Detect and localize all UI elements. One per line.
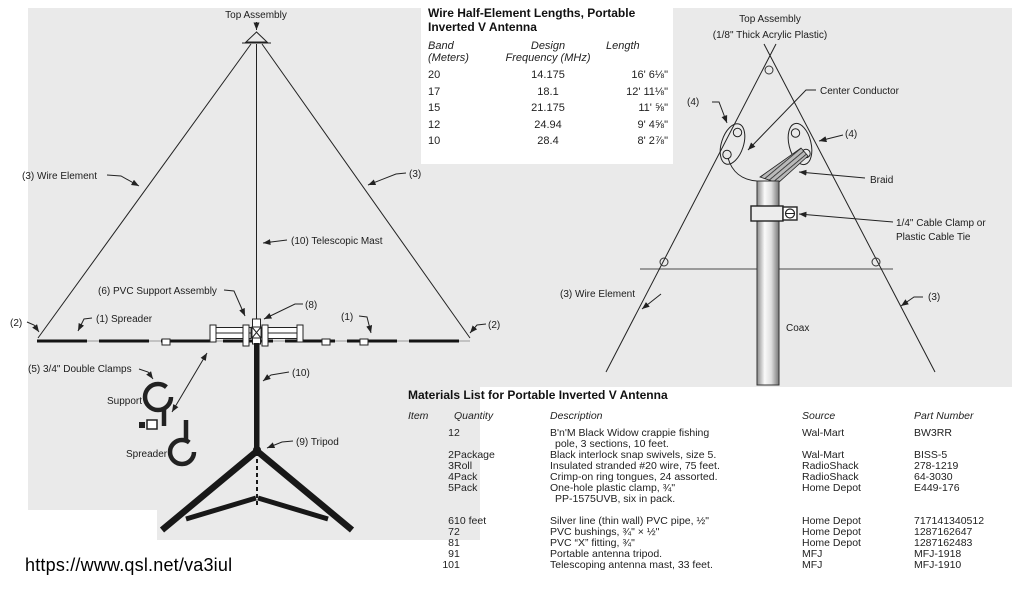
table-row (428, 117, 668, 134)
table-row (428, 84, 668, 101)
description-cell: Black interlock snap swivels, size 5. (550, 449, 717, 461)
quantity-cell: 2 (454, 526, 460, 538)
table-row (428, 64, 668, 84)
freq-cell: 14.175 (531, 69, 565, 82)
materials-table (408, 410, 1014, 571)
ref2-right-label: (2) (488, 320, 501, 331)
ref3-label: (3) (928, 292, 941, 303)
frequency-header: Design Frequency (MHz) (505, 40, 591, 64)
wire-element-right-ref: (3) (409, 169, 422, 180)
spreader-ref-label: (1) Spreader (96, 314, 153, 325)
item-cell: 7 (448, 526, 454, 538)
part-number-header: Part Number (914, 410, 974, 422)
pvc-support-label: (6) PVC Support Assembly (98, 286, 217, 297)
band-cell: 12 (428, 118, 441, 131)
cable-clamp-label-line1: 1/4" Cable Clamp or (896, 218, 986, 229)
length-cell: 11' ⅝" (638, 102, 668, 115)
wire-table-title-line1: Wire Half-Element Lengths, Portable (428, 6, 636, 20)
cable-clamp-label-line2: Plastic Cable Tie (896, 232, 971, 243)
part-cell: BISS-5 (914, 449, 948, 461)
description-cell: Silver line (thin wall) PVC pipe, ½" (550, 515, 709, 527)
band-cell: 20 (428, 69, 441, 82)
wire-element-left-label: (3) Wire Element (22, 171, 98, 182)
source-cell: Home Depot (802, 526, 861, 538)
materials-list-panel (408, 388, 1014, 571)
quantity-header: Quantity (454, 410, 494, 422)
part-cell: 717141340512 (914, 515, 985, 527)
description-cell: One-hole plastic clamp, ¾" PP-1575UVB, six in pack. (550, 482, 676, 505)
ref8-label: (8) (305, 300, 318, 311)
table-row (408, 505, 1014, 527)
source-url: https://www.qsl.net/va3iul (25, 555, 233, 575)
description-cell: Portable antenna tripod. (550, 548, 663, 560)
description-cell: Insulated stranded #20 wire, 75 feet. (550, 460, 720, 472)
source-cell: RadioShack (802, 460, 859, 472)
quantity-cell: 10 feet (454, 515, 487, 527)
quantity-cell: Pack (454, 482, 478, 494)
source-cell: Home Depot (802, 515, 861, 527)
top-assembly-label: Top Assembly (225, 10, 287, 21)
source-cell: MFJ (802, 559, 823, 571)
tripod-label: (9) Tripod (296, 437, 339, 448)
source-header: Source (802, 410, 836, 422)
support-label: Support (107, 396, 143, 407)
item-cell: 9 (448, 548, 454, 560)
source-cell: Home Depot (802, 537, 861, 549)
part-cell: 1287162483 (914, 537, 973, 549)
table-row (408, 428, 1014, 450)
ref4-left-label: (4) (687, 97, 700, 108)
item-cell: 1 (448, 427, 454, 439)
length-cell: 16' 6⅛" (631, 69, 668, 82)
quantity-cell: 1 (454, 559, 460, 571)
description-cell: B'n'M Black Widow crappie fishing pole, 3 sections, 10 feet. (550, 427, 710, 450)
ref2-left-label: (2) (10, 318, 23, 329)
part-cell: MFJ-1910 (914, 559, 962, 571)
band-cell: 17 (428, 85, 441, 98)
table-row (428, 100, 668, 117)
table-row (408, 483, 1014, 505)
ref10-label: (10) (292, 368, 310, 379)
item-cell: 8 (448, 537, 454, 549)
part-cell: E449-176 (914, 482, 960, 494)
description-header: Description (550, 410, 603, 422)
telescopic-mast-label: (10) Telescopic Mast (291, 236, 383, 247)
band-cell: 10 (428, 135, 441, 148)
item-cell: 5 (448, 482, 454, 494)
coax-label: Coax (786, 323, 810, 334)
quantity-cell: Pack (454, 471, 478, 483)
source-cell: Home Depot (802, 482, 861, 494)
ref1-label: (1) (341, 312, 354, 323)
quantity-cell: Roll (454, 460, 473, 472)
source-cell: Wal-Mart (802, 427, 845, 439)
part-cell: 278-1219 (914, 460, 959, 472)
length-cell: 8' 2⅞" (637, 135, 668, 148)
wire-header-row (428, 40, 668, 64)
quantity-cell: 2 (454, 427, 460, 439)
item-cell: 2 (448, 449, 454, 461)
item-cell: 3 (448, 460, 454, 472)
part-cell: BW3RR (914, 427, 952, 439)
description-cell: Telescoping antenna mast, 33 feet. (550, 559, 713, 571)
freq-cell: 24.94 (534, 118, 562, 131)
item-header: Item (408, 410, 429, 422)
double-clamps-label: (5) 3/4" Double Clamps (28, 364, 132, 375)
cable-clamp (751, 206, 797, 221)
description-cell: Crimp-on ring tongues, 24 assorted. (550, 471, 718, 483)
freq-cell: 21.175 (531, 102, 565, 115)
ref4-right-label: (4) (845, 129, 858, 140)
description-cell: PVC “X” fitting, ¾" (550, 537, 635, 549)
part-cell: 64-3030 (914, 471, 953, 483)
description-cell: PVC bushings, ¾" × ½" (550, 526, 660, 538)
quantity-cell: Package (454, 449, 495, 461)
band-header: Band (Meters) (428, 40, 469, 64)
band-cell: 15 (428, 102, 441, 115)
detail-title-line1: Top Assembly (739, 14, 801, 25)
materials-title: Materials List for Portable Inverted V Antenna (408, 388, 668, 402)
center-conductor-label: Center Conductor (820, 86, 899, 97)
spreader-label: Spreader (126, 449, 168, 460)
quantity-cell: 1 (454, 537, 460, 549)
part-cell: MFJ-1918 (914, 548, 962, 560)
freq-cell: 18.1 (537, 85, 559, 98)
table-row (408, 560, 1014, 571)
mast-lower-section (254, 343, 260, 450)
wire-length-table-panel (421, 3, 673, 164)
item-cell: 10 (442, 559, 454, 571)
length-header: Length (606, 40, 640, 52)
length-cell: 12' 11⅛" (626, 85, 668, 98)
wire-element-label: (3) Wire Element (560, 289, 636, 300)
braid-label: Braid (870, 175, 894, 186)
source-cell: RadioShack (802, 471, 859, 483)
length-cell: 9' 4⅝" (637, 118, 668, 131)
wire-table-title-line2: Inverted V Antenna (428, 20, 537, 34)
item-cell: 4 (448, 471, 454, 483)
detail-title-line2: (1/8" Thick Acrylic Plastic) (712, 30, 828, 41)
materials-header-row (408, 410, 1014, 428)
table-row (428, 133, 668, 150)
part-cell: 1287162647 (914, 526, 973, 538)
wire-length-table (428, 40, 668, 150)
item-cell: 6 (448, 515, 454, 527)
source-cell: Wal-Mart (802, 449, 845, 461)
quantity-cell: 1 (454, 548, 460, 560)
source-cell: MFJ (802, 548, 823, 560)
freq-cell: 28.4 (537, 135, 559, 148)
